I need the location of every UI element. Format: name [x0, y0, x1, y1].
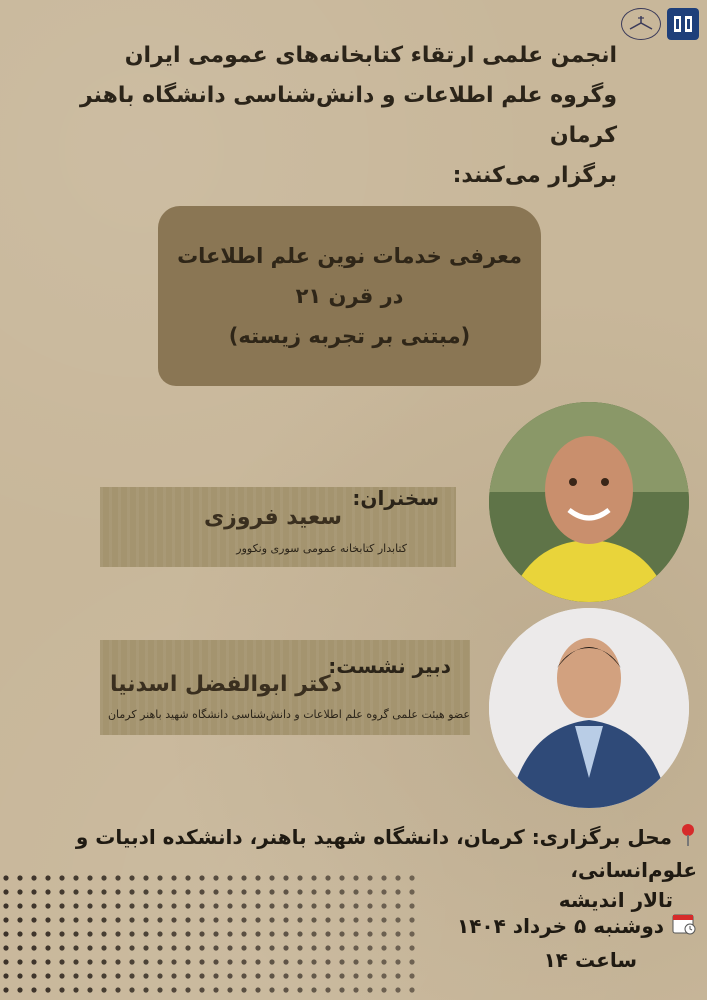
- topic-line-2: در قرن ۲۱: [295, 284, 404, 308]
- moderator-name: دکتر ابوالفضل اسدنیا: [110, 672, 342, 697]
- topic-box: [158, 206, 541, 386]
- venue-line-2: تالار اندیشه: [558, 887, 673, 912]
- organizer-line-3: برگزار می‌کنند:: [452, 163, 617, 188]
- venue-line-1: محل برگزاری: کرمان، دانشگاه شهید باهنر، دانشکده ادبیات و علوم‌انسانی،: [75, 825, 697, 882]
- date-line: دوشنبه ۵ خرداد ۱۴۰۴: [457, 914, 665, 938]
- speaker-role: سخنران:: [352, 486, 439, 510]
- time-line: ساعت ۱۴: [543, 948, 637, 972]
- speaker-name: سعید فروزی: [204, 505, 342, 530]
- moderator-photo: [489, 608, 689, 808]
- topic-line-3: (مبتنی بر تجربه زیسته): [228, 324, 471, 348]
- decorative-dots: [0, 870, 440, 1000]
- moderator-description: عضو هیئت علمی گروه علم اطلاعات و دانش‌شناسی دانشگاه شهید باهنر کرمان: [107, 708, 470, 721]
- speaker-photo: [489, 402, 689, 602]
- organizer-line-2: وگروه علم اطلاعات و دانش‌شناسی دانشگاه باهنر کرمان: [80, 83, 617, 148]
- university-logo: [667, 8, 699, 40]
- calendar-icon: [671, 911, 697, 944]
- association-logo: [621, 8, 661, 40]
- organizer-line-1: انجمن علمی ارتقاء کتابخانه‌های عمومی ایران: [124, 43, 617, 68]
- topic-line-1: معرفی خدمات نوین علم اطلاعات: [177, 244, 522, 268]
- date-info: [437, 910, 697, 976]
- location-pin-icon: [679, 823, 697, 855]
- logos: [621, 8, 699, 40]
- speaker-description: کتابدار کتابخانه عمومی سوری ونکوور: [236, 542, 407, 555]
- moderator-role: دبیر نشست:: [328, 654, 451, 678]
- organizers-header: [57, 36, 617, 196]
